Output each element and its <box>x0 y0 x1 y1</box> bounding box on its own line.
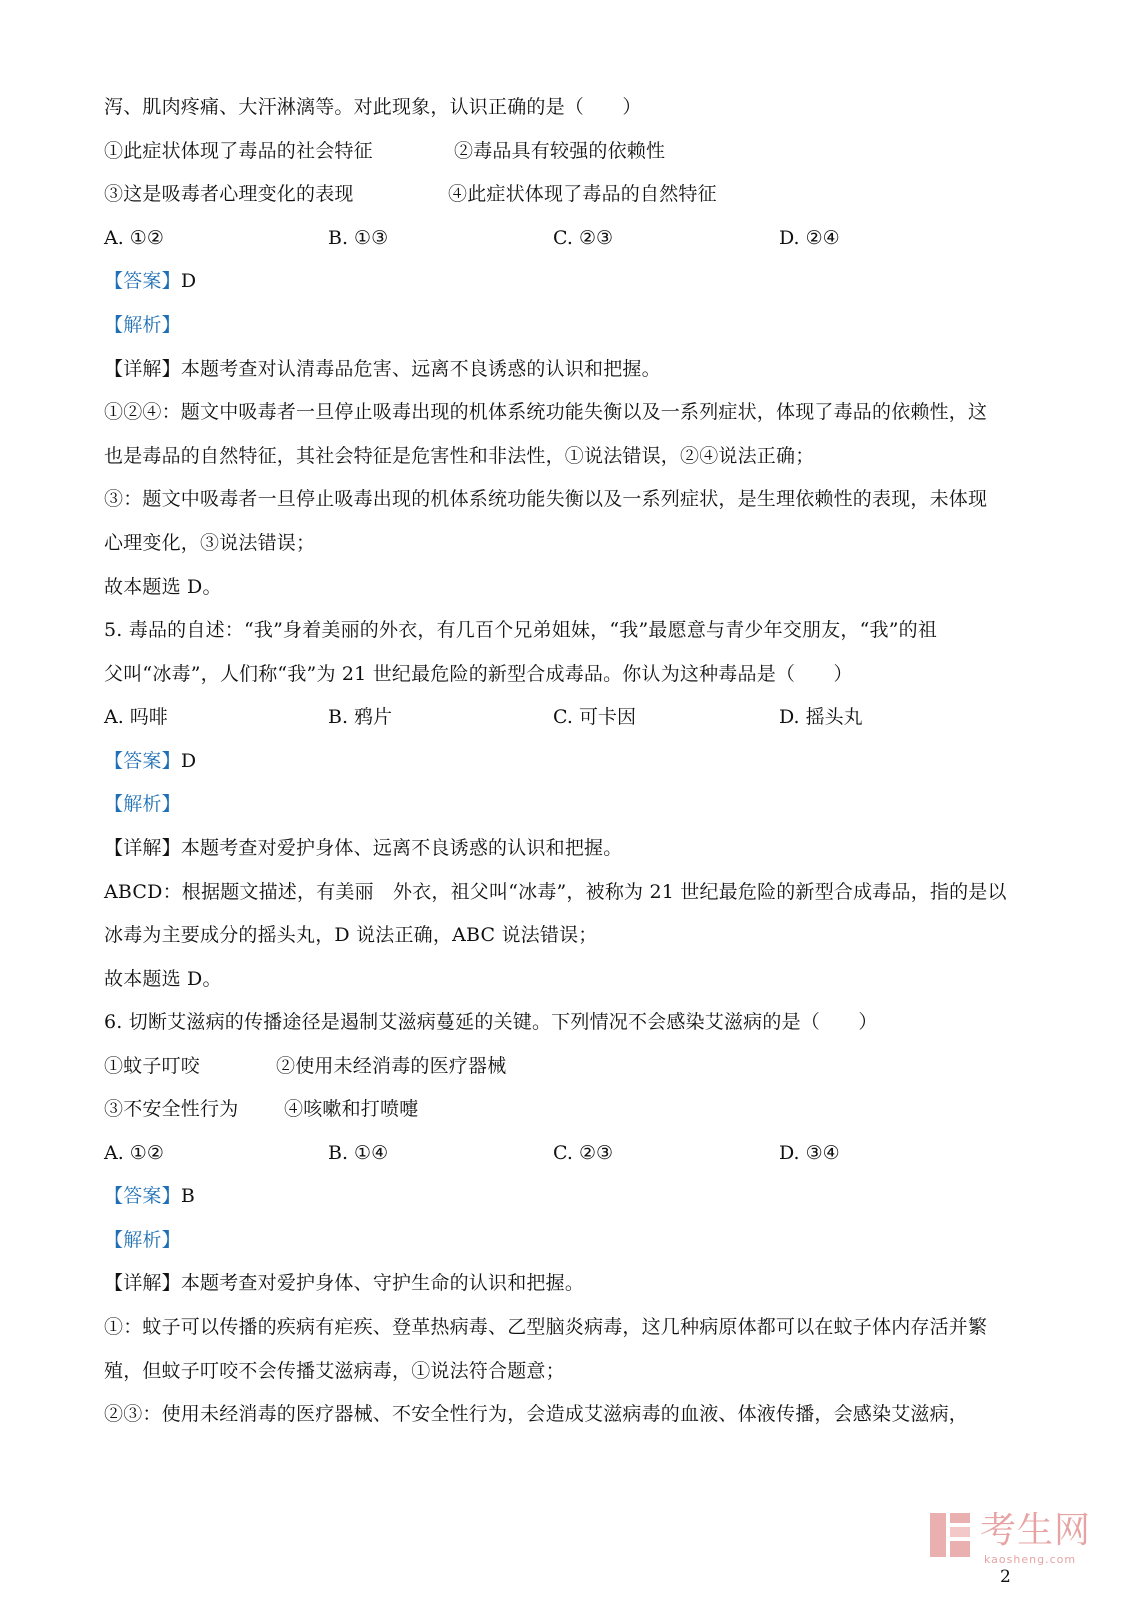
q4-conclusion: 故本题选 D。 <box>104 576 222 598</box>
answer-label: 【答案】 <box>104 750 181 772</box>
q4-stem-tail: 泻、肌肉疼痛、大汗淋漓等。对此现象，认识正确的是（ ） <box>104 96 642 118</box>
q6-detail <box>104 1270 584 1296</box>
answer-value: B <box>180 1185 195 1207</box>
q5-stem-1: 5. 毒品的自述：“我”身着美丽的外衣，有几百个兄弟姐妹，“我”最愿意与青少年交朋友，“我”的祖 <box>104 619 938 641</box>
q5-analysis-label: 【解析】 <box>104 793 181 815</box>
kaosheng-logo-icon <box>926 1509 974 1561</box>
detail-text: 本题考查对爱护身体、守护生命的认识和把握。 <box>180 1272 585 1294</box>
detail-label: 【详解】 <box>104 1272 181 1294</box>
q4-analysis-label: 【解析】 <box>104 314 181 336</box>
q4-answer <box>104 268 196 294</box>
q6-item-4: ④咳嗽和打喷嚏 <box>284 1098 419 1120</box>
q6-item-row-2 <box>104 1096 418 1122</box>
q6-item-row-1 <box>104 1053 506 1079</box>
q4-explanation-1b: 也是毒品的自然特征，其社会特征是危害性和非法性，①说法错误，②④说法正确； <box>104 445 815 467</box>
watermark-url: kaosheng.com <box>984 1553 1077 1566</box>
q6-explanation-1a: ①：蚊子可以传播的疾病有疟疾、登革热病毒、乙型脑炎病毒，这几种病原体都可以在蚊子体内存活并繁 <box>104 1316 988 1338</box>
answer-value: D <box>180 750 197 772</box>
q5-stem-2: 父叫“冰毒”，人们称“我”为 21 世纪最危险的新型合成毒品。你认为这种毒品是（ ） <box>104 663 853 685</box>
q4-option-d: D. ②④ <box>779 227 840 249</box>
q6-option-a: A. ①② <box>104 1142 164 1164</box>
q5-detail <box>104 835 622 861</box>
q5-option-b: B. 鸦片 <box>328 706 393 728</box>
q5-option-a: A. 吗啡 <box>104 706 168 728</box>
q6-option-c: C. ②③ <box>553 1142 614 1164</box>
page-number: 2 <box>1000 1567 1011 1587</box>
q6-answer <box>104 1183 195 1209</box>
answer-label: 【答案】 <box>104 270 181 292</box>
q4-option-c: C. ②③ <box>553 227 614 249</box>
q5-conclusion: 故本题选 D。 <box>104 968 222 990</box>
q6-explanation-2a: ②③：使用未经消毒的医疗器械、不安全性行为，会造成艾滋病毒的血液、体液传播，会感染艾滋病， <box>104 1403 969 1425</box>
q6-explanation-1b: 殖，但蚊子叮咬不会传播艾滋病毒，①说法符合题意； <box>104 1360 565 1382</box>
q6-item-1: ①蚊子叮咬 <box>104 1055 201 1077</box>
detail-label: 【详解】 <box>104 837 181 859</box>
q4-item-4: ④此症状体现了毒品的自然特征 <box>448 183 717 205</box>
q4-option-b: B. ①③ <box>328 227 389 249</box>
q4-item-3: ③这是吸毒者心理变化的表现 <box>104 183 354 205</box>
q6-option-b: B. ①④ <box>328 1142 389 1164</box>
q4-item-row-1 <box>104 138 665 164</box>
q4-explanation-1a: ①②④：题文中吸毒者一旦停止吸毒出现的机体系统功能失衡以及一系列症状，体现了毒品的依赖性，这 <box>104 401 988 423</box>
q4-detail <box>104 356 661 382</box>
detail-label: 【详解】 <box>104 358 181 380</box>
q6-item-3: ③不安全性行为 <box>104 1098 239 1120</box>
detail-text: 本题考查对爱护身体、远离不良诱惑的认识和把握。 <box>180 837 623 859</box>
watermark <box>926 1509 1091 1567</box>
q5-explanation-1a: ABCD：根据题文描述，有美丽 外衣，祖父叫“冰毒”，被称为 21 世纪最危险的新型合成毒品，指的是以 <box>104 881 1007 903</box>
answer-label: 【答案】 <box>104 1185 181 1207</box>
watermark-text: 考生网 <box>980 1510 1092 1551</box>
q5-option-c: C. 可卡因 <box>553 706 636 728</box>
q6-stem: 6. 切断艾滋病的传播途径是遏制艾滋病蔓延的关键。下列情况不会感染艾滋病的是（ ） <box>104 1011 878 1033</box>
q5-answer <box>104 748 196 774</box>
q4-item-2: ②毒品具有较强的依赖性 <box>454 140 666 162</box>
q4-explanation-2a: ③：题文中吸毒者一旦停止吸毒出现的机体系统功能失衡以及一系列症状，是生理依赖性的表现，未体现 <box>104 488 988 510</box>
q4-explanation-2b: 心理变化，③说法错误； <box>104 532 316 554</box>
q4-item-1: ①此症状体现了毒品的社会特征 <box>104 140 373 162</box>
q6-item-2: ②使用未经消毒的医疗器械 <box>276 1055 507 1077</box>
q4-item-row-2 <box>104 181 717 207</box>
q4-option-a: A. ①② <box>104 227 164 249</box>
q6-option-d: D. ③④ <box>779 1142 840 1164</box>
q5-explanation-1b: 冰毒为主要成分的摇头丸，D 说法正确，ABC 说法错误； <box>104 924 598 946</box>
q6-analysis-label: 【解析】 <box>104 1229 181 1251</box>
answer-value: D <box>180 270 197 292</box>
detail-text: 本题考查对认清毒品危害、远离不良诱惑的认识和把握。 <box>180 358 661 380</box>
q5-option-d: D. 摇头丸 <box>779 706 863 728</box>
